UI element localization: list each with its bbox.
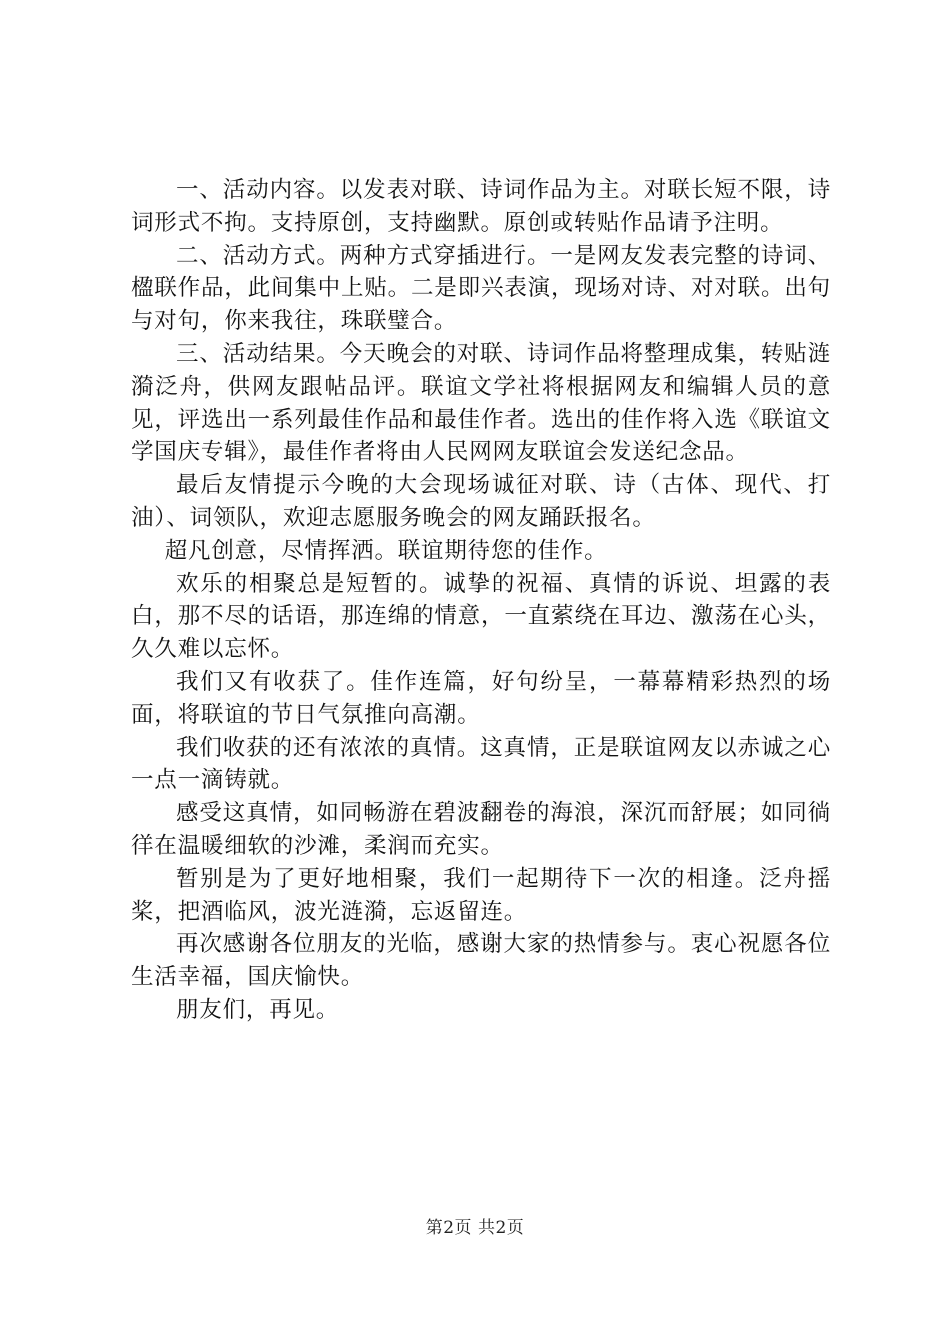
- paragraph-goodbye: 朋友们，再见。: [176, 996, 340, 1023]
- paragraph-creativity: 超凡创意，尽情挥洒。联谊期待您的佳作。: [164, 537, 608, 564]
- paragraph-gathering: 欢乐的相聚总是短暂的。诚挚的祝福、真情的诉说、坦露的表白，那不尽的话语，那连绵的情意，一直萦绕在耳边、激荡在心头，久久难以忘怀。: [131, 570, 831, 663]
- page-number-footer: 第2页 共2页: [425, 1218, 525, 1238]
- paragraph-farewell: 暂别是为了更好地相聚，我们一起期待下一次的相逢。泛舟摇桨，把酒临风，波光涟漪，忘返留连。: [131, 865, 831, 925]
- paragraph-activity-result: 三、活动结果。今天晚会的对联、诗词作品将整理成集，转贴涟漪泛舟，供网友跟帖品评。联谊文学社将根据网友和编辑人员的意见，评选出一系列最佳作品和最佳作者。选出的佳作将入选《联谊文学国庆专辑》，最佳作者将由人民网网友联谊会发送纪念品。: [131, 340, 831, 466]
- document-body: [131, 174, 831, 1027]
- paragraph-feel-feelings: 感受这真情，如同畅游在碧波翻卷的海浪，深沉而舒展；如同徜徉在温暖细软的沙滩，柔润而充实。: [131, 800, 831, 859]
- paragraph-friendly-reminder: 最后友情提示今晚的大会现场诚征对联、诗（古体、现代、打油）、词领队，欢迎志愿服务晚会的网友踊跃报名。: [131, 472, 831, 531]
- paragraph-harvest: 我们又有收获了。佳作连篇，好句纷呈，一幕幕精彩热烈的场面，将联谊的节日气氛推向高潮。: [131, 668, 831, 728]
- paragraph-true-feelings: 我们收获的还有浓浓的真情。这真情，正是联谊网友以赤诚之心一点一滴铸就。: [131, 734, 831, 794]
- paragraph-activity-content: 一、活动内容。以发表对联、诗词作品为主。对联长短不限，诗词形式不拘。支持原创，支持幽默。原创或转贴作品请予注明。: [131, 177, 831, 236]
- paragraph-activity-method: 二、活动方式。两种方式穿插进行。一是网友发表完整的诗词、楹联作品，此间集中上贴。二是即兴表演，现场对诗、对对联。出句与对句，你来我往，珠联璧合。: [131, 242, 831, 335]
- paragraph-thanks: 再次感谢各位朋友的光临，感谢大家的热情参与。衷心祝愿各位生活幸福，国庆愉快。: [131, 931, 831, 991]
